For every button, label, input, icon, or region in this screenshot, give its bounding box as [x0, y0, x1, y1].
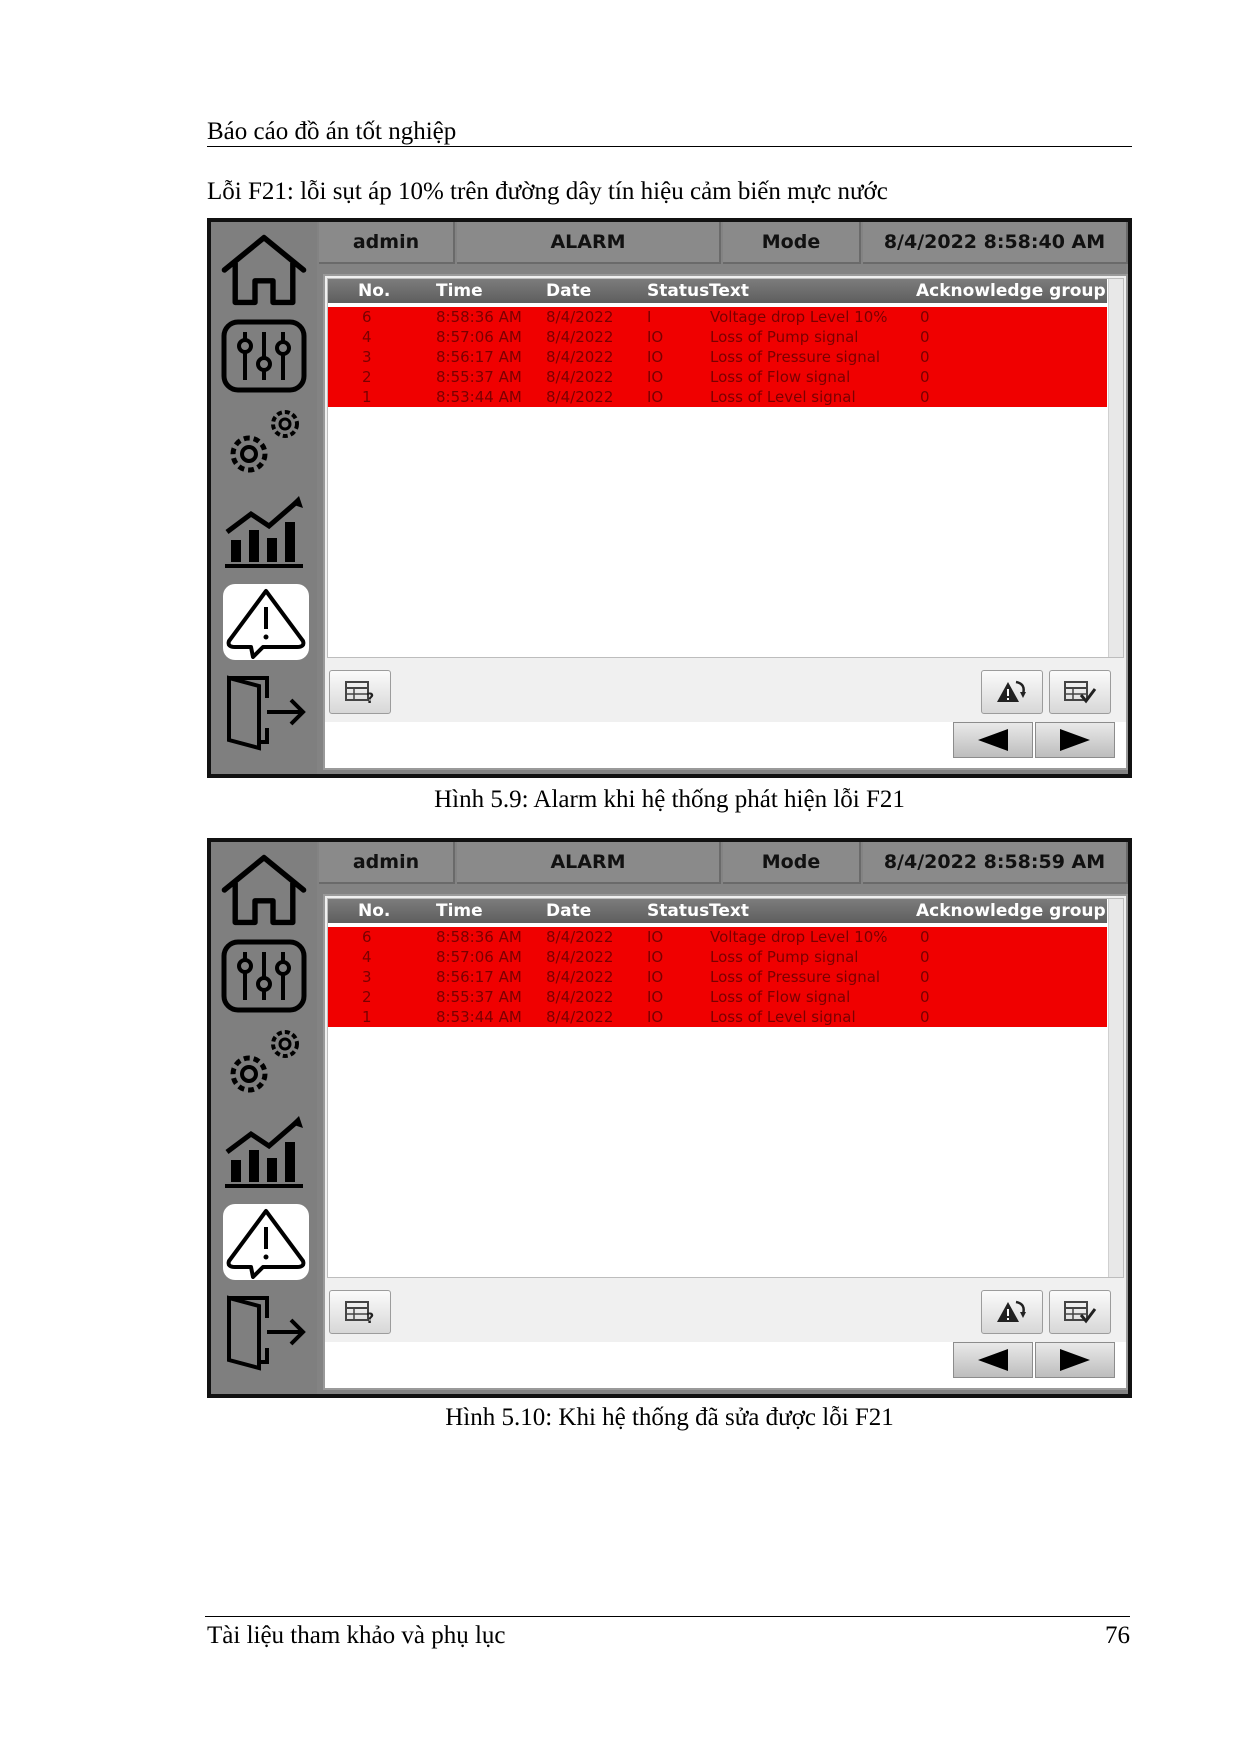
- alarm-cell-ack: 0: [920, 328, 930, 346]
- alarm-cell-time: 8:58:36 AM: [436, 928, 522, 946]
- logout-icon: [219, 670, 309, 754]
- hmi-sidebar: [211, 222, 317, 774]
- mixer-sliders-icon: [219, 938, 309, 1014]
- column-header-no[interactable]: No.: [358, 281, 391, 301]
- alarm-row[interactable]: [328, 327, 1107, 347]
- alarm-row[interactable]: [328, 307, 1107, 327]
- alarm-cell-time: 8:56:17 AM: [436, 348, 522, 366]
- datetime-field: 8/4/2022 8:58:40 AM: [863, 222, 1128, 264]
- table-help-icon: [344, 1299, 376, 1325]
- alarm-cell-ack: 0: [920, 968, 930, 986]
- previous-page-button[interactable]: [953, 722, 1033, 758]
- alarm-row[interactable]: [328, 927, 1107, 947]
- column-header-status[interactable]: Status: [647, 901, 710, 921]
- column-header-text[interactable]: Text: [709, 281, 749, 301]
- alarm-row[interactable]: [328, 967, 1107, 987]
- alarm-row[interactable]: [328, 1007, 1107, 1027]
- hmi-sidebar: [211, 842, 317, 1394]
- svg-text:?: ?: [366, 691, 375, 705]
- alarm-cell-ack: 0: [920, 388, 930, 406]
- footer-rule: [205, 1616, 1130, 1617]
- acknowledge-alarm-icon: [996, 678, 1028, 706]
- alarm-cell-time: 8:57:06 AM: [436, 948, 522, 966]
- alarm-cell-no: 6: [362, 928, 372, 946]
- column-header-ack-group[interactable]: Acknowledge group: [916, 281, 1106, 301]
- acknowledge-alarm-icon: [996, 1298, 1028, 1326]
- alarm-cell-text: Voltage drop Level 10%: [710, 928, 888, 946]
- arrow-left-icon: [976, 1347, 1010, 1373]
- alarm-cell-text: Loss of Pump signal: [710, 948, 859, 966]
- alarm-cell-ack: 0: [920, 308, 930, 326]
- intro-text: Lỗi F21: lỗi sụt áp 10% trên đường dây tín hiệu cảm biến mực nước: [207, 178, 888, 205]
- config-button[interactable]: [219, 402, 309, 486]
- config-button[interactable]: [219, 1022, 309, 1106]
- alarm-warning-icon: [223, 1205, 309, 1279]
- alarm-cell-time: 8:56:17 AM: [436, 968, 522, 986]
- column-header-time[interactable]: Time: [436, 281, 483, 301]
- settings-sliders-button[interactable]: [219, 934, 309, 1018]
- user-field: admin: [319, 842, 455, 884]
- previous-page-button[interactable]: [953, 1342, 1033, 1378]
- alarm-cell-no: 4: [362, 948, 372, 966]
- alarm-cell-time: 8:55:37 AM: [436, 368, 522, 386]
- alarm-cell-date: 8/4/2022: [546, 1008, 614, 1026]
- footer-text: Tài liệu tham khảo và phụ lục: [207, 1622, 506, 1649]
- alarm-cell-status: IO: [647, 388, 664, 406]
- vertical-scrollbar[interactable]: [1108, 279, 1123, 657]
- alarm-cell-time: 8:53:44 AM: [436, 388, 522, 406]
- gears-icon: [219, 1024, 309, 1104]
- alarm-cell-ack: 0: [920, 368, 930, 386]
- alarm-cell-ack: 0: [920, 948, 930, 966]
- alarm-cell-date: 8/4/2022: [546, 308, 614, 326]
- alarm-cell-status: IO: [647, 348, 664, 366]
- alarm-cell-no: 1: [362, 1008, 372, 1026]
- alarm-help-button[interactable]: [329, 1290, 391, 1334]
- alarm-cell-time: 8:57:06 AM: [436, 328, 522, 346]
- hmi-screen-alarm-f21: [207, 218, 1132, 778]
- alarm-cell-status: IO: [647, 368, 664, 386]
- screen-title: ALARM: [457, 842, 721, 884]
- logout-button[interactable]: [219, 1290, 309, 1374]
- alarm-cell-time: 8:55:37 AM: [436, 988, 522, 1006]
- document-header: Báo cáo đồ án tốt nghiệp: [207, 118, 457, 145]
- column-header-status[interactable]: Status: [647, 281, 710, 301]
- alarm-cell-ack: 0: [920, 1008, 930, 1026]
- column-header-no[interactable]: No.: [358, 901, 391, 921]
- table-check-icon: [1063, 1299, 1097, 1325]
- mode-field: Mode: [723, 222, 861, 264]
- mixer-sliders-icon: [219, 318, 309, 394]
- alarm-row[interactable]: [328, 367, 1107, 387]
- alarm-cell-date: 8/4/2022: [546, 948, 614, 966]
- alarm-table: [327, 278, 1124, 658]
- alarm-cell-status: IO: [647, 328, 664, 346]
- alarm-cell-date: 8/4/2022: [546, 968, 614, 986]
- alarm-row[interactable]: [328, 347, 1107, 367]
- hmi-topbar: [319, 842, 1128, 886]
- alarm-cell-status: IO: [647, 968, 664, 986]
- alarm-cell-status: IO: [647, 1008, 664, 1026]
- next-page-button[interactable]: [1035, 722, 1115, 758]
- home-icon: [219, 848, 309, 932]
- alarm-cell-ack: 0: [920, 928, 930, 946]
- column-header-time[interactable]: Time: [436, 901, 483, 921]
- datetime-field: 8/4/2022 8:58:59 AM: [863, 842, 1128, 884]
- alarm-row[interactable]: [328, 987, 1107, 1007]
- alarm-table-header: [328, 279, 1107, 303]
- table-check-icon: [1063, 679, 1097, 705]
- alarm-cell-status: IO: [647, 928, 664, 946]
- svg-text:?: ?: [366, 1311, 375, 1325]
- alarm-cell-time: 8:58:36 AM: [436, 308, 522, 326]
- screen-title: ALARM: [457, 222, 721, 264]
- gears-icon: [219, 404, 309, 484]
- alarm-cell-no: 2: [362, 988, 372, 1006]
- alarm-cell-text: Voltage drop Level 10%: [710, 308, 888, 326]
- alarm-cell-no: 1: [362, 388, 372, 406]
- alarm-cell-text: Loss of Level signal: [710, 388, 856, 406]
- alarm-cell-text: Loss of Flow signal: [710, 988, 851, 1006]
- alarm-table-check-button[interactable]: [1049, 670, 1111, 714]
- trend-button[interactable]: [219, 1110, 309, 1194]
- logout-button[interactable]: [219, 670, 309, 754]
- arrow-right-icon: [1058, 1347, 1092, 1373]
- column-header-date[interactable]: Date: [546, 901, 592, 921]
- alarm-cell-date: 8/4/2022: [546, 328, 614, 346]
- column-header-text[interactable]: Text: [709, 901, 749, 921]
- mode-field: Mode: [723, 842, 861, 884]
- arrow-right-icon: [1058, 727, 1092, 753]
- settings-sliders-button[interactable]: [219, 314, 309, 398]
- nav-strip: [325, 1342, 1126, 1388]
- alarm-cell-status: IO: [647, 948, 664, 966]
- figure-caption-5-9: Hình 5.9: Alarm khi hệ thống phát hiện lỗi F21: [434, 786, 905, 813]
- alarm-view: [323, 274, 1128, 770]
- figure-caption-5-10: Hình 5.10: Khi hệ thống đã sửa được lỗi F21: [445, 1404, 894, 1431]
- alarm-cell-text: Loss of Flow signal: [710, 368, 851, 386]
- trend-button[interactable]: [219, 490, 309, 574]
- hmi-screen-alarm-fixed: [207, 838, 1132, 1398]
- home-icon: [219, 228, 309, 312]
- alarm-cell-text: Loss of Pressure signal: [710, 348, 881, 366]
- alarm-cell-date: 8/4/2022: [546, 988, 614, 1006]
- trend-chart-icon: [219, 1112, 309, 1192]
- hmi-topbar: [319, 222, 1128, 266]
- alarm-table-check-button[interactable]: [1049, 1290, 1111, 1334]
- alarm-cell-no: 4: [362, 328, 372, 346]
- alarm-cell-ack: 0: [920, 348, 930, 366]
- alarm-cell-status: IO: [647, 988, 664, 1006]
- acknowledge-button[interactable]: [981, 670, 1043, 714]
- alarm-row[interactable]: [328, 387, 1107, 407]
- alarm-row[interactable]: [328, 947, 1107, 967]
- next-page-button[interactable]: [1035, 1342, 1115, 1378]
- alarm-cell-ack: 0: [920, 988, 930, 1006]
- alarm-warning-icon: [223, 585, 309, 659]
- alarm-cell-date: 8/4/2022: [546, 928, 614, 946]
- header-rule: [207, 146, 1132, 147]
- home-button[interactable]: [219, 848, 309, 932]
- acknowledge-button[interactable]: [981, 1290, 1043, 1334]
- column-header-ack-group[interactable]: Acknowledge group: [916, 901, 1106, 921]
- table-help-icon: [344, 679, 376, 705]
- trend-chart-icon: [219, 492, 309, 572]
- alarm-cell-text: Loss of Level signal: [710, 1008, 856, 1026]
- alarm-help-button[interactable]: [329, 670, 391, 714]
- alarm-cell-status: I: [647, 308, 652, 326]
- alarm-cell-no: 6: [362, 308, 372, 326]
- alarm-cell-no: 3: [362, 968, 372, 986]
- alarm-table: [327, 898, 1124, 1278]
- home-button[interactable]: [219, 228, 309, 312]
- logout-icon: [219, 1290, 309, 1374]
- column-header-date[interactable]: Date: [546, 281, 592, 301]
- nav-strip: [325, 722, 1126, 768]
- alarm-cell-time: 8:53:44 AM: [436, 1008, 522, 1026]
- alarm-button[interactable]: [223, 1204, 309, 1280]
- alarm-view: [323, 894, 1128, 1390]
- arrow-left-icon: [976, 727, 1010, 753]
- alarm-cell-date: 8/4/2022: [546, 388, 614, 406]
- vertical-scrollbar[interactable]: [1108, 899, 1123, 1277]
- page-number: 76: [1105, 1622, 1130, 1649]
- alarm-cell-no: 2: [362, 368, 372, 386]
- alarm-cell-text: Loss of Pressure signal: [710, 968, 881, 986]
- alarm-table-header: [328, 899, 1107, 923]
- alarm-cell-text: Loss of Pump signal: [710, 328, 859, 346]
- user-field: admin: [319, 222, 455, 264]
- alarm-button[interactable]: [223, 584, 309, 660]
- alarm-cell-no: 3: [362, 348, 372, 366]
- alarm-cell-date: 8/4/2022: [546, 348, 614, 366]
- alarm-cell-date: 8/4/2022: [546, 368, 614, 386]
